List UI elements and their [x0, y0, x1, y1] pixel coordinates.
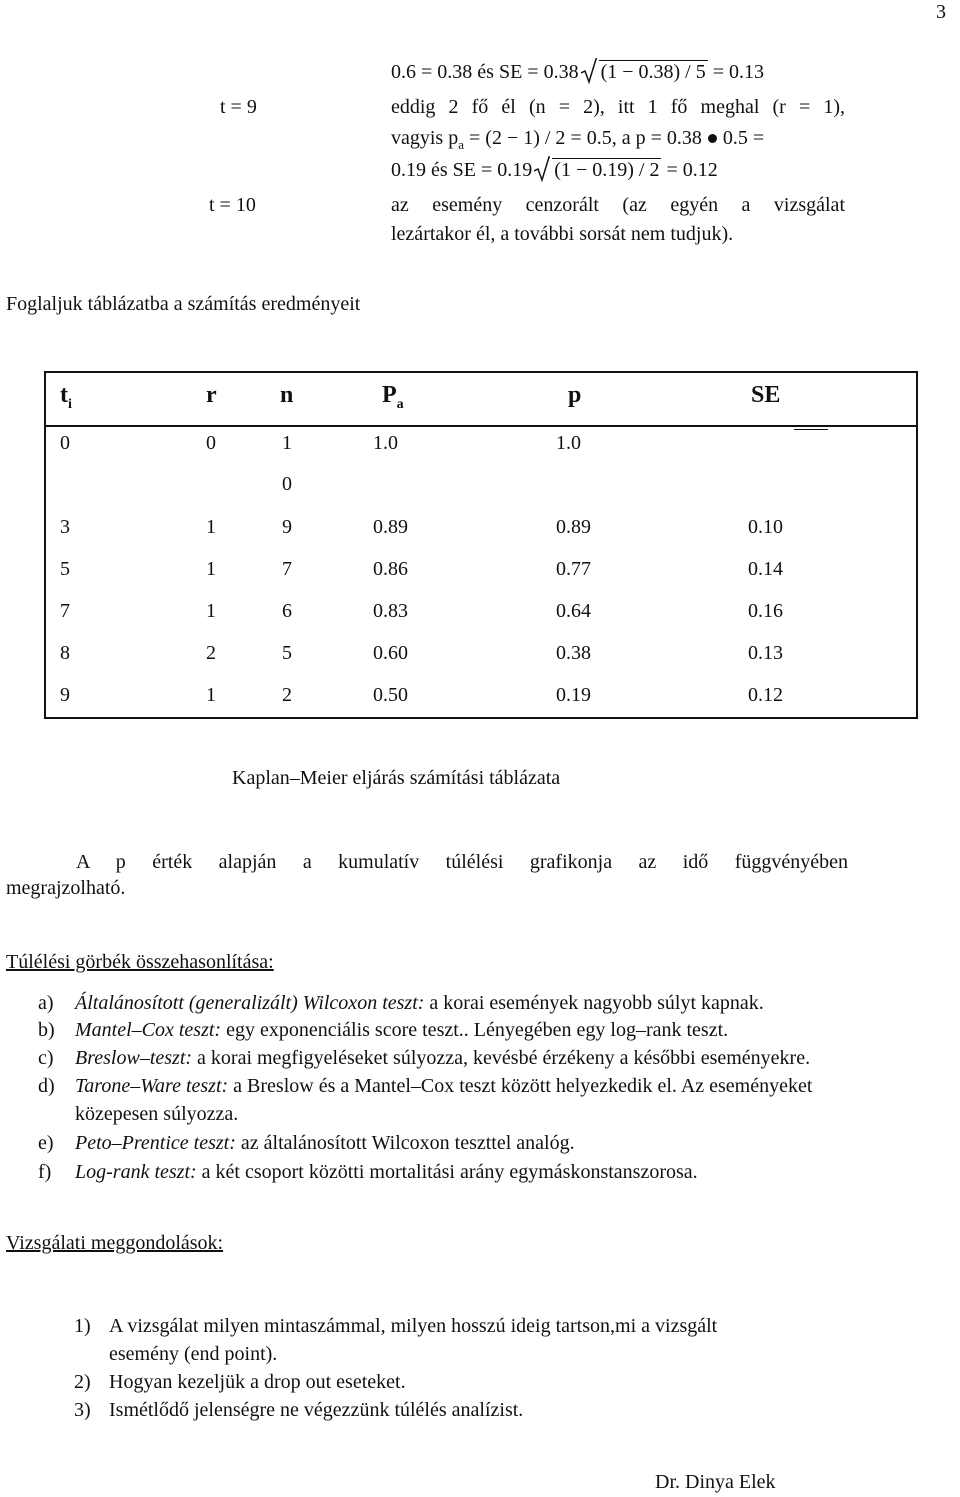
t10-label: t = 10 [209, 194, 256, 216]
cell-t: 9 [60, 684, 70, 706]
header-ti-main: t [60, 382, 68, 408]
test-name: Tarone–Ware teszt: [75, 1075, 229, 1097]
list-text [75, 1076, 812, 1096]
t10-line2: lezártakor él, a további sorsát nem tudjuk). [391, 223, 734, 245]
formula-coef: 0.19 [497, 159, 533, 181]
cell-n: 5 [282, 642, 292, 664]
test-name: Log-rank teszt: [75, 1161, 197, 1183]
t9-sub: a [458, 137, 464, 152]
header-p: p [568, 382, 582, 408]
cell-p: 0.89 [556, 516, 591, 538]
test-desc-cont: közepesen súlyozza. [75, 1103, 239, 1125]
test-desc: a korai megfigyeléseket súlyozza, kevésbé érzékeny a későbbi eseményekre. [192, 1047, 811, 1069]
cell-se: 0.12 [748, 684, 783, 706]
header-pa-sub: a [396, 396, 404, 412]
cell-pa: 0.86 [373, 558, 408, 580]
t9-text-c: 0.5 = [722, 127, 765, 149]
list-text-cont: esemény (end point). [109, 1343, 278, 1365]
cell-n-wrap: 0 [282, 473, 292, 495]
list-text [75, 1048, 810, 1068]
header-ti [60, 383, 72, 412]
cell-n: 7 [282, 558, 292, 580]
cell-p: 0.64 [556, 600, 591, 622]
t9-text-a: vagyis p [391, 127, 459, 149]
header-pa-main: P [382, 382, 397, 408]
test-name: Általánosított (generalizált) Wilcoxon teszt: [75, 992, 425, 1014]
cell-pa: 0.60 [373, 642, 408, 664]
t9-label: t = 9 [220, 96, 257, 118]
cell-r: 0 [206, 432, 216, 454]
cell-n: 6 [282, 600, 292, 622]
author-signature: Dr. Dinya Elek [655, 1471, 776, 1493]
formula-result: = 0.13 [712, 61, 764, 83]
list-label: 1) [74, 1315, 91, 1337]
header-pa [382, 383, 404, 412]
test-name: Breslow–teszt: [75, 1047, 193, 1069]
list-label: 2) [74, 1371, 91, 1393]
formula-prefix: 0.6 = 0.38 és SE = [391, 61, 539, 83]
section-heading-study-considerations: Vizsgálati meggondolások: [6, 1232, 224, 1254]
cell-t: 8 [60, 642, 70, 664]
cell-r: 1 [206, 684, 216, 706]
t9-line2 [391, 128, 764, 151]
list-text [75, 993, 764, 1013]
test-desc: a két csoport közötti mortalitási arány egymáskonstanszorosa. [196, 1161, 698, 1183]
kaplan-meier-table [44, 371, 918, 719]
cell-p: 0.38 [556, 642, 591, 664]
list-text [75, 1162, 698, 1182]
paragraph-line2: megrajzolható. [6, 877, 126, 899]
paragraph-line1: A p érték alapján a kumulatív túlélési grafikonja az idő függvényében [76, 851, 848, 873]
sqrt-symbol [534, 160, 661, 180]
t9-text-b: = (2 − 1) / 2 = 0.5, a p = 0.38 [464, 127, 702, 149]
header-n: n [280, 382, 294, 408]
list-label: c) [38, 1047, 54, 1069]
cell-r: 1 [206, 516, 216, 538]
cell-t: 5 [60, 558, 70, 580]
cell-se-dash [794, 429, 828, 430]
cell-pa: 1.0 [373, 432, 398, 454]
se-formula-t8 [391, 62, 764, 82]
test-name: Peto–Prentice teszt: [75, 1132, 236, 1154]
cell-r: 1 [206, 600, 216, 622]
sqrt-body: (1 − 0.38) / 5 [600, 61, 706, 83]
list-text: A vizsgálat milyen mintaszámmal, milyen hosszú ideig tartson,mi a vizsgált [109, 1315, 718, 1337]
cell-se: 0.10 [748, 516, 783, 538]
test-desc: a Breslow és a Mantel–Cox teszt között helyezkedik el. Az eseményeket [228, 1075, 813, 1097]
list-text: Ismétlődő jelenségre ne végezzünk túlélés analízist. [109, 1399, 524, 1421]
cell-t: 7 [60, 600, 70, 622]
list-label: d) [38, 1075, 55, 1097]
list-label: a) [38, 992, 54, 1014]
cell-se: 0.14 [748, 558, 783, 580]
table-caption: Kaplan–Meier eljárás számítási táblázata [232, 767, 561, 789]
list-text [75, 1133, 575, 1153]
cell-pa: 0.89 [373, 516, 408, 538]
header-r: r [206, 382, 217, 408]
formula-coef: 0.38 [543, 61, 579, 83]
test-desc: egy exponenciális score teszt.. Lényegében egy log–rank teszt. [221, 1019, 729, 1041]
cell-t: 0 [60, 432, 70, 454]
cell-pa: 0.50 [373, 684, 408, 706]
list-text: Hogyan kezeljük a drop out eseteket. [109, 1371, 406, 1393]
cell-p: 0.19 [556, 684, 591, 706]
t10-line1: az esemény cenzorált (az egyén a vizsgálat [391, 194, 845, 216]
cell-pa: 0.83 [373, 600, 408, 622]
multiply-dot-icon [708, 134, 717, 143]
list-text [75, 1020, 728, 1040]
test-desc: a korai események nagyobb súlyt kapnak. [424, 992, 764, 1014]
se-formula-t9 [391, 160, 718, 180]
sqrt-symbol [581, 62, 708, 82]
cell-p: 1.0 [556, 432, 581, 454]
formula-prefix: 0.19 és SE = [391, 159, 493, 181]
test-name: Mantel–Cox teszt: [75, 1019, 222, 1041]
list-label: f) [38, 1161, 52, 1183]
cell-n: 1 [282, 432, 292, 454]
header-divider [46, 425, 916, 427]
list-label: 3) [74, 1399, 91, 1421]
cell-p: 0.77 [556, 558, 591, 580]
list-label: b) [38, 1019, 55, 1041]
list-label: e) [38, 1132, 54, 1154]
sqrt-body: (1 − 0.19) / 2 [554, 159, 660, 181]
page-number: 3 [936, 1, 946, 23]
t9-line1: eddig 2 fő él (n = 2), itt 1 fő meghal (r = 1), [391, 96, 845, 118]
cell-se: 0.13 [748, 642, 783, 664]
test-desc: az általánosított Wilcoxon teszttel analóg. [235, 1132, 575, 1154]
cell-se: 0.16 [748, 600, 783, 622]
cell-r: 1 [206, 558, 216, 580]
intro-text: Foglaljuk táblázatba a számítás eredményeit [6, 293, 361, 315]
section-heading-survival-comparison: Túlélési görbék összehasonlítása: [6, 951, 274, 973]
header-ti-sub: i [68, 396, 72, 412]
cell-n: 9 [282, 516, 292, 538]
header-se: SE [751, 382, 781, 408]
cell-n: 2 [282, 684, 292, 706]
cell-r: 2 [206, 642, 216, 664]
cell-t: 3 [60, 516, 70, 538]
formula-result: = 0.12 [666, 159, 718, 181]
